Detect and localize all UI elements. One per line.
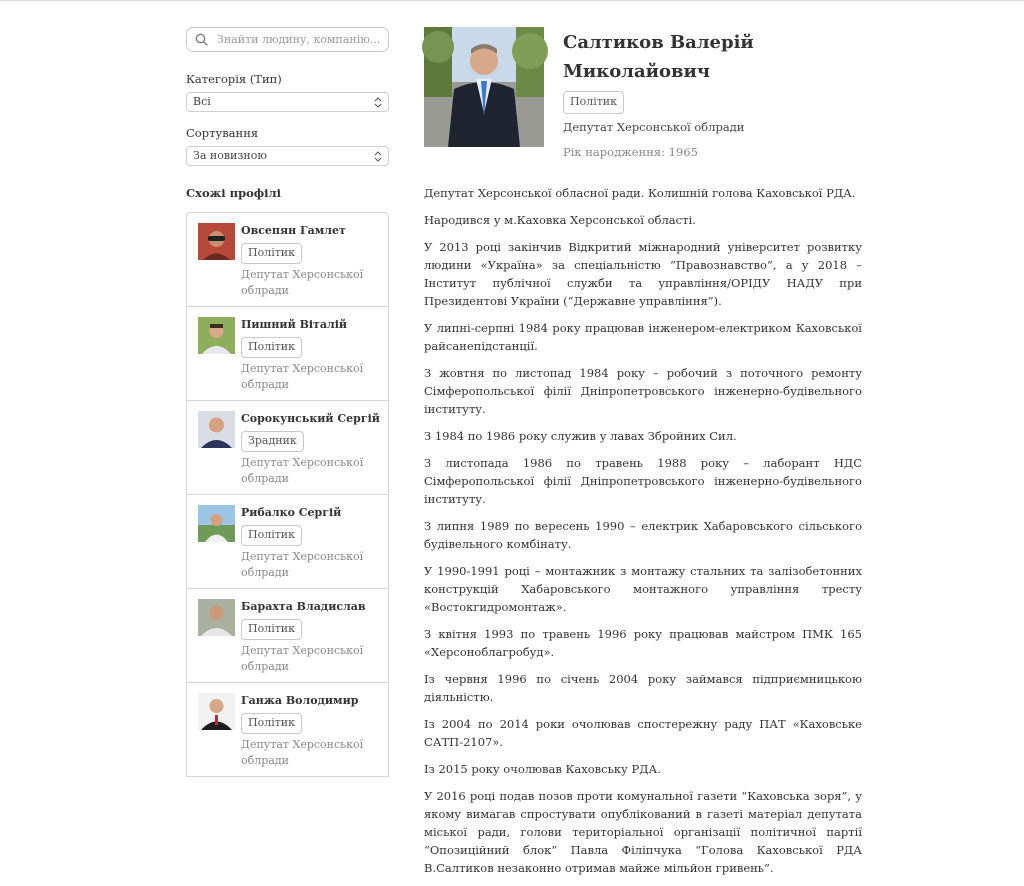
profile-role: Депутат Херсонської облради <box>241 644 364 673</box>
sort-select[interactable] <box>186 146 389 166</box>
sort-label: Сортування <box>186 126 259 140</box>
bio-paragraph: У 2016 році подав позов проти комунальної газети “Каховська зоря”, у якому вимагав спростувати опублікований в газеті матеріал депутата міської ради, голови територіальної організації політичної партії “Опозиційний блок” Павла Філіпчука “Голова Каховської РДА В.Салтиков незаконно отримав майже мільйон гривень”. <box>424 789 862 875</box>
similar-profiles-title: Схожі профілі <box>186 186 282 200</box>
profile-badge: Політик <box>241 525 302 546</box>
profile-name[interactable]: Барахта Владислав <box>241 600 366 613</box>
similar-profiles-list <box>186 212 389 777</box>
avatar[interactable] <box>198 693 235 730</box>
profile-role: Депутат Херсонської облради <box>563 120 745 134</box>
profile-birth-year: Рік народження: 1965 <box>563 145 698 159</box>
biography <box>424 184 862 886</box>
avatar[interactable] <box>198 317 235 354</box>
chevron-up-down-icon <box>374 97 382 108</box>
bio-paragraph: Із червня 1996 по січень 2004 року займався підприємницькою діяльністю. <box>424 672 862 704</box>
avatar[interactable] <box>198 223 235 260</box>
profile-name[interactable]: Пишний Віталій <box>241 318 348 331</box>
category-value: Всі <box>193 95 211 108</box>
bio-paragraph: З липня 1989 по вересень 1990 – електрик Хабаровського сільського будівельного комбінату. <box>424 519 862 551</box>
bio-paragraph: У 2013 році закінчив Відкритий міжнародний університет розвитку людини «Україна» за спеціальністю “Правознавство”, а у 2018 – Інститут публічної служби та управління/ОРІДУ НАДУ при Президентові України (“Державне управління”). <box>424 240 862 308</box>
avatar[interactable] <box>198 599 235 636</box>
chevron-up-down-icon <box>374 151 382 162</box>
bio-paragraph: З 1984 по 1986 року служив у лавах Збройних Сил. <box>424 429 737 443</box>
bio-paragraph: Із 2015 року очолював Каховську РДА. <box>424 762 661 776</box>
profile-card[interactable] <box>187 401 388 495</box>
sidebar <box>186 27 389 767</box>
bio-paragraph: Народився у м.Каховка Херсонської області. <box>424 213 696 227</box>
avatar[interactable] <box>198 411 235 448</box>
category-label: Категорія (Тип) <box>186 72 282 86</box>
bio-paragraph: З квітня 1993 по травень 1996 року працював майстром ПМК 165 «Херсоноблагробуд». <box>424 627 862 659</box>
profile-card[interactable] <box>187 213 388 307</box>
search-input[interactable] <box>217 31 382 48</box>
profile-role: Депутат Херсонської облради <box>241 268 364 297</box>
bio-paragraph: Депутат Херсонської обласної ради. Колишній голова Каховської РДА. <box>424 186 856 200</box>
profile-card[interactable] <box>187 307 388 401</box>
sort-value: За новизною <box>193 149 267 162</box>
avatar[interactable] <box>198 505 235 542</box>
profile-badge: Політик <box>241 243 302 264</box>
profile-name-title: Салтиков Валерій Миколайович <box>563 32 754 82</box>
category-select[interactable] <box>186 92 389 112</box>
profile-name[interactable]: Сорокунський Сергій <box>241 412 380 425</box>
profile-role: Депутат Херсонської облради <box>241 550 364 579</box>
profile-role: Депутат Херсонської облради <box>241 456 364 485</box>
profile-card[interactable] <box>187 589 388 683</box>
profile-photo <box>424 27 544 147</box>
profile-category-badge[interactable]: Політик <box>563 91 624 114</box>
bio-paragraph: З жовтня по листопад 1984 року – робочий з поточного ремонту Сімферопольської філії Дніпропетровського інженерно-будівельного інституту. <box>424 366 862 416</box>
profile-badge: Політик <box>241 619 302 640</box>
bio-paragraph: З листопада 1986 по травень 1988 року – лаборант НДС Сімферопольської філії Дніпропетровського інженерно-будівельного інституту. <box>424 456 862 506</box>
profile-card[interactable] <box>187 495 388 589</box>
bio-paragraph: У липні-серпні 1984 року працював інженером-електриком Каховської райсанепідстанції. <box>424 321 862 353</box>
profile-badge: Зрадник <box>241 431 304 452</box>
profile-role: Депутат Херсонської облради <box>241 362 364 391</box>
profile-name[interactable]: Овсепян Гамлет <box>241 224 346 237</box>
profile-name[interactable]: Ганжа Володимир <box>241 694 359 707</box>
profile-badge: Політик <box>241 337 302 358</box>
search-box[interactable] <box>186 27 389 52</box>
top-divider <box>0 0 1024 1</box>
bio-paragraph: У 1990-1991 році – монтажник з монтажу стальних та залізобетонних конструкцій Хабаровського монтажного управління тресту «Востокгидромонтаж». <box>424 564 862 614</box>
profile-role: Депутат Херсонської облради <box>241 738 364 767</box>
profile-card[interactable] <box>187 683 388 777</box>
profile-name[interactable]: Рибалко Сергій <box>241 506 342 519</box>
search-icon <box>195 33 208 46</box>
profile-badge: Політик <box>241 713 302 734</box>
bio-paragraph: Із 2004 по 2014 роки очолював спостережну раду ПАТ «Каховське САТП-2107». <box>424 717 862 749</box>
